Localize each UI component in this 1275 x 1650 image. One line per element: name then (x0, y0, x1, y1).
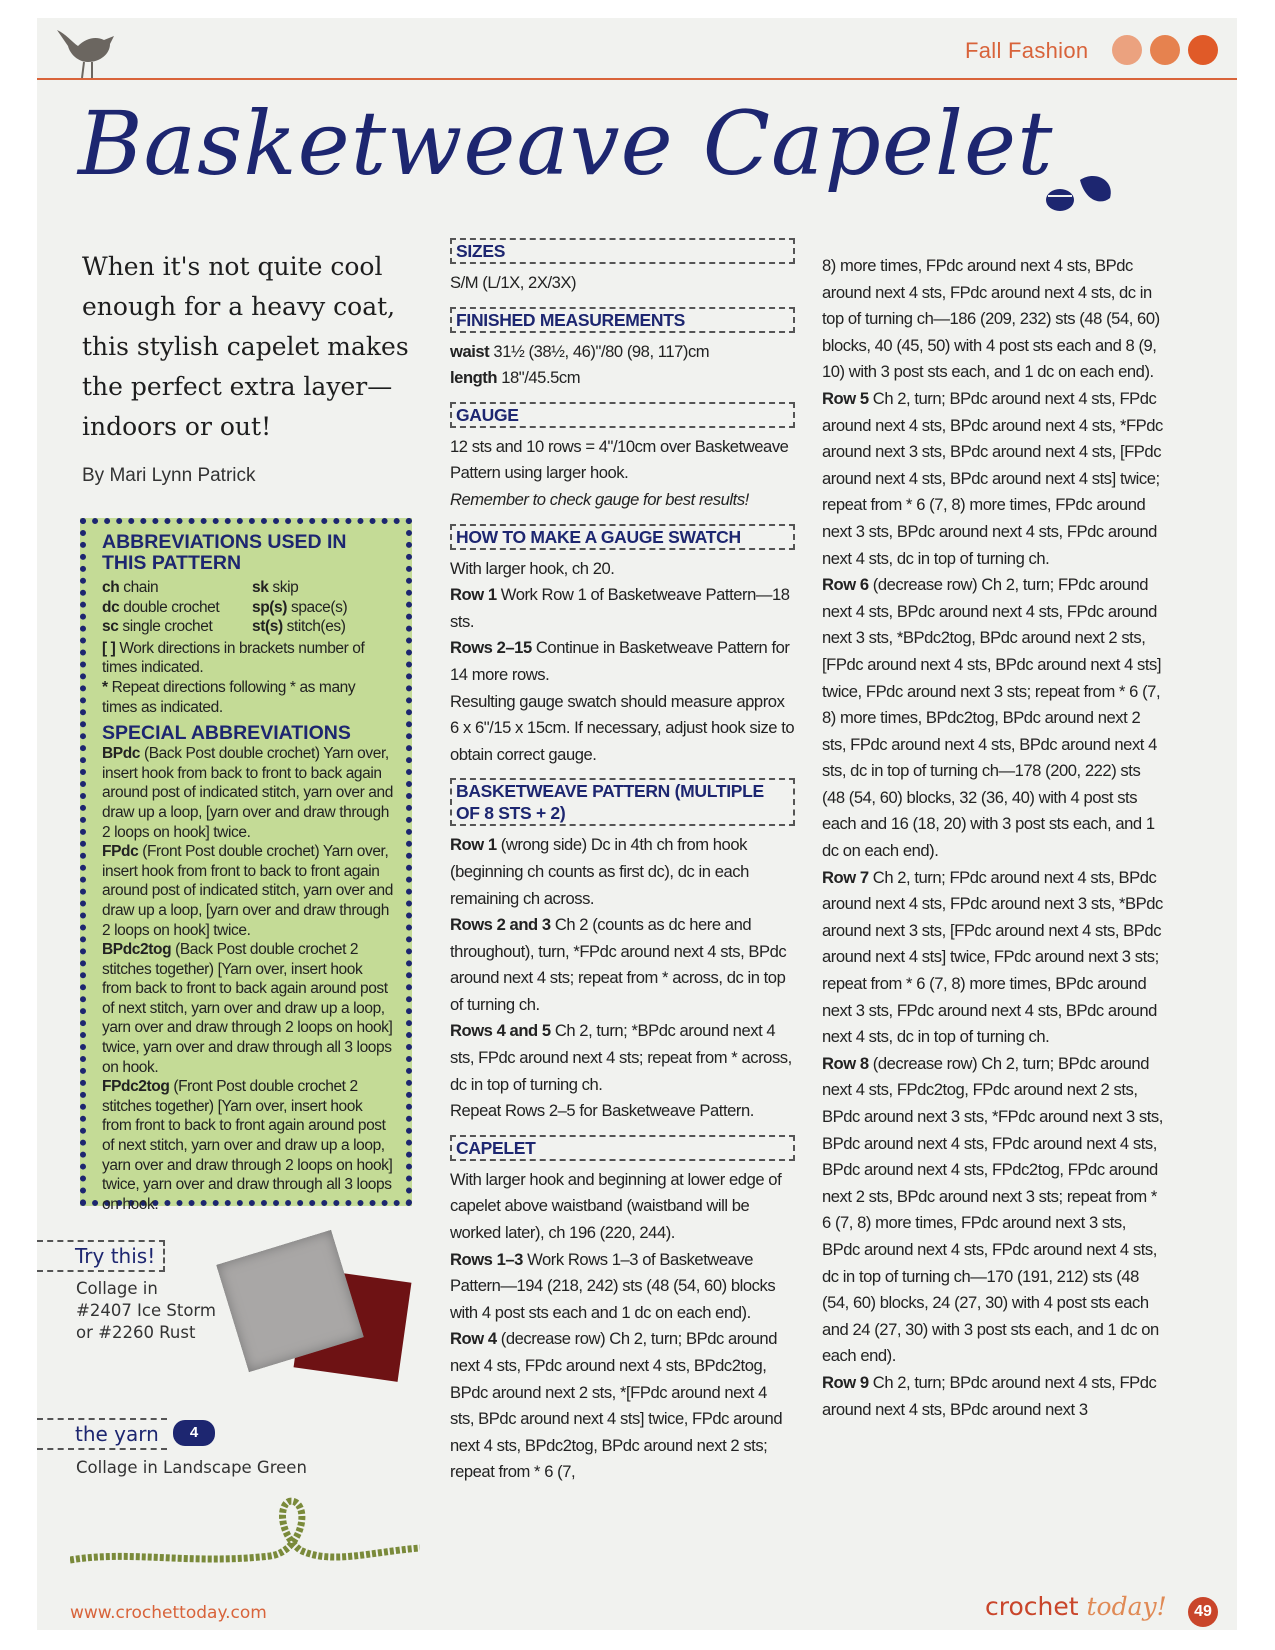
instruction-label: Row 9 (822, 1372, 869, 1392)
instruction-text: (decrease row) Ch 2, turn; BPdc around next 4 sts, FPdc around next 4 sts, BPdc2tog, BPdc around next 2 sts, *[FPdc around next 4 sts, BPdc around next 4 sts] twice, FPdc around next 4 sts, BPdc2tog, BPdc around next 2 sts; repeat from * 6 (7, (450, 1329, 783, 1482)
instruction-text: Ch 2, turn; BPdc around next 4 sts, FPdc around next 4 sts, BPdc around next 4 sts, *FPdc around next 3 sts, BPdc around next 4 sts, [FPdc around next 4 sts, BPdc around next 4 sts] twice; repeat from * 6 (7, 8) more times, FPdc around next 3 sts, BPdc around next 4 sts, FPdc around next 4 sts, dc in top of turning ch. (822, 388, 1163, 568)
abbreviation-term: BPdc2tog (102, 941, 172, 959)
instruction-text: With larger hook, ch 20. (450, 558, 615, 578)
decorative-dot (1188, 35, 1218, 65)
instruction-label: length (450, 368, 498, 388)
abbreviation-definition (102, 639, 394, 678)
page-number: 49 (1188, 1597, 1218, 1627)
abbreviation-meaning: double crochet (123, 598, 220, 616)
pattern-column-right (822, 253, 1167, 1423)
instruction-text: Ch 2 (counts as dc here and throughout), turn, *FPdc around next 4 sts, BPdc around next 4 sts; repeat from * across, dc in top of turning ch. (450, 915, 787, 1014)
abbreviation-definition (102, 678, 394, 717)
abbreviation-term: ch (102, 579, 120, 596)
instruction-paragraph (822, 386, 1167, 572)
abbreviations-box (80, 518, 412, 1213)
instruction-text: Work Row 1 of Basketweave Pattern—18 sts. (450, 585, 790, 631)
try-this-line: Collage in (76, 1279, 158, 1298)
abbreviation-meaning: Work directions in brackets number of times indicated. (102, 639, 365, 677)
instruction-text: Ch 2, turn; *BPdc around next 4 sts, FPdc around next 4 sts; repeat from * across, dc in top of turning ch. (450, 1021, 792, 1094)
acorn-leaf-icon (1040, 170, 1120, 220)
instruction-paragraph (450, 912, 795, 1018)
instruction-paragraph (822, 253, 1167, 386)
abbreviation-meaning: skip (272, 579, 299, 596)
page-title: Basketweave Capelet (78, 92, 1054, 195)
instruction-paragraph (450, 689, 795, 769)
abbreviation-item (102, 598, 252, 618)
instruction-paragraph (450, 1247, 795, 1327)
instruction-paragraph (822, 865, 1167, 1051)
instruction-text: (decrease row) Ch 2, turn; BPdc around next 4 sts, FPdc2tog, FPdc around next 2 sts, BPdc around next 3 sts, *FPdc around next 3 sts, BPdc around next 4 sts, FPdc around next 4 sts, BPdc around next 4 sts, FPdc2tog, FPdc around next 2 sts, BPdc around next 3 sts; repeat from * 6 (7, 8) more times, FPdc around next 3 sts, BPdc around next 4 sts, FPdc around next 4 sts, dc in top of turning ch—170 (191, 212) sts (48 (54, 60) blocks, 24 (27, 30) with 4 post sts each and 24 (27, 30) with 3 post sts each, and 1 dc on each end). (822, 1053, 1163, 1366)
instruction-label: Row 6 (822, 575, 869, 595)
instruction-paragraph (450, 434, 795, 487)
instruction-text: 12 sts and 10 rows = 4"/10cm over Basketweave Pattern using larger hook. (450, 436, 789, 483)
byline: By Mari Lynn Patrick (82, 465, 256, 486)
abbreviation-meaning: (Back Post double crochet) Yarn over, insert hook from back to front to back again around post of indicated stitch, yarn over and draw up a loop, [yarn over and draw through 2 loops on hook] twice. (102, 745, 393, 841)
try-this-line: #2407 Ice Storm (76, 1301, 217, 1320)
instruction-label: Rows 1–3 (450, 1249, 523, 1269)
instruction-label: Row 1 (450, 835, 497, 855)
decorative-dot (1150, 35, 1180, 65)
instruction-text: S/M (L/1X, 2X/3X) (450, 273, 577, 292)
abbreviation-item (252, 617, 394, 637)
abbreviation-term: sk (252, 579, 269, 596)
try-this-text (76, 1278, 216, 1344)
abbreviation-term: st(s) (252, 618, 283, 636)
instruction-text: Remember to check gauge for best results! (450, 489, 749, 509)
footer-brand (985, 1592, 1167, 1621)
instruction-text: 31½ (38½, 46)"/80 (98, 117)cm (489, 341, 710, 361)
abbreviation-item (252, 578, 394, 598)
section-heading: GAUGE (450, 402, 795, 428)
abbreviation-meaning: (Front Post double crochet 2 stitches together) [Yarn over, insert hook from front to back to front again around post of next stitch, yarn over and draw up a loop, yarn over and draw through 2 loops on hook] twice, yarn over and draw through all 3 loops on hook. (102, 1078, 393, 1213)
instruction-paragraph (822, 1051, 1167, 1370)
abbreviation-term: sp(s) (252, 598, 288, 616)
abbreviations-heading: ABBREVIATIONS USED IN THIS PATTERN (102, 531, 347, 574)
abbreviation-definition (102, 940, 394, 1077)
yarn-text: Collage in Landscape Green (76, 1458, 307, 1477)
instruction-label: Rows 4 and 5 (450, 1021, 551, 1041)
abbreviation-meaning: chain (123, 579, 159, 596)
section-heading: FINISHED MEASUREMENTS (450, 307, 795, 333)
section-heading: HOW TO MAKE A GAUGE SWATCH (450, 524, 795, 550)
abbreviation-definition (102, 744, 394, 842)
brand-today: today! (1086, 1592, 1167, 1621)
bird-icon (52, 20, 127, 82)
pattern-column-middle (450, 238, 795, 1486)
the-yarn-heading: the yarn (37, 1418, 167, 1450)
instruction-label: Row 1 (450, 585, 497, 605)
abbreviation-item (102, 578, 252, 598)
abbreviation-meaning: space(s) (290, 598, 348, 616)
instruction-label: Rows 2–15 (450, 638, 532, 658)
footer-url: www.crochettoday.com (70, 1603, 267, 1623)
instruction-paragraph (822, 572, 1167, 865)
abbreviation-meaning: stitch(es) (286, 618, 346, 636)
abbreviation-term: * (102, 678, 108, 696)
instruction-paragraph (450, 635, 795, 688)
abbreviation-meaning: Repeat directions following * as many times as indicated. (102, 678, 356, 716)
instruction-text: Repeat Rows 2–5 for Basketweave Pattern. (450, 1101, 754, 1121)
instruction-text: 8) more times, FPdc around next 4 sts, BPdc around next 4 sts, FPdc around next 4 sts, dc in top of turning ch—186 (209, 232) sts (48 (54, 60) blocks, 40 (45, 50) with 4 post sts each and 8 (9, 10) with 3 post sts each, and 1 dc on each end). (822, 256, 1160, 382)
instruction-label: waist (450, 341, 490, 361)
instruction-text: Ch 2, turn; BPdc around next 4 sts, FPdc around next 4 sts, BPdc around next 3 (822, 1372, 1157, 1419)
instruction-paragraph (450, 556, 795, 583)
section-heading: CAPELET (450, 1135, 795, 1161)
abbreviation-term: sc (102, 618, 119, 636)
instruction-text: With larger hook and beginning at lower edge of capelet above waistband (waistband will be worked later), ch 196 (220, 244). (450, 1169, 782, 1243)
special-abbreviations-list (102, 744, 394, 1214)
instruction-text: Ch 2, turn; FPdc around next 4 sts, BPdc around next 4 sts, FPdc around next 3 sts, *BPdc around next 3 sts, [FPdc around next 4 sts, BPdc around next 4 sts] twice, FPdc around next 3 sts; repeat from * 6 (7, 8) more times, BPdc around next 3 sts, FPdc around next 4 sts, BPdc around next 4 sts, dc in top of turning ch. (822, 867, 1163, 1047)
brand-crochet: crochet (985, 1592, 1079, 1621)
instruction-text: Resulting gauge swatch should measure approx 6 x 6"/15 x 15cm. If necessary, adjust hook size to obtain correct gauge. (450, 691, 795, 764)
abbreviation-meaning: (Back Post double crochet 2 stitches together) [Yarn over, insert hook from back to front to back again around post of next stitch, yarn over and draw up a loop, yarn over and draw through 2 loops on hook] twice, yarn over and draw through all 3 loops on hook. (102, 941, 393, 1076)
instruction-text: (decrease row) Ch 2, turn; FPdc around next 4 sts, BPdc around next 4 sts, FPdc around next 3 sts, *BPdc2tog, BPdc around next 2 sts, [FPdc around next 4 sts, BPdc around next 4 sts] twice, FPdc around next 3 sts; repeat from * 6 (7, 8) more times, BPdc2tog, BPdc around next 2 sts, FPdc around next 4 sts, BPdc around next 4 sts, dc in top of turning ch—178 (200, 222) sts (48 (54, 60) blocks, 32 (36, 40) with 4 post sts each and 16 (18, 20) with 3 post sts each, and 1 dc on each end). (822, 575, 1162, 861)
section-heading: SIZES (450, 238, 795, 264)
instruction-paragraph (450, 270, 795, 297)
yarn-strand-image (70, 1490, 420, 1580)
instruction-text: Continue in Basketweave Pattern for 14 more rows. (450, 638, 790, 684)
abbreviation-meaning: (Front Post double crochet) Yarn over, insert hook from front to back to front again around post of indicated stitch, yarn over and draw up a loop, [yarn over and draw through 2 loops on hook] twice. (102, 843, 393, 939)
decorative-dot (1112, 35, 1142, 65)
instruction-label: Row 8 (822, 1053, 869, 1073)
instruction-paragraph (450, 1098, 795, 1125)
gauge-reminder (450, 487, 795, 514)
instruction-text: 18"/45.5cm (497, 368, 581, 388)
instruction-label: Rows 2 and 3 (450, 915, 551, 935)
abbreviation-term: BPdc (102, 745, 141, 763)
instruction-paragraph (450, 582, 795, 635)
abbreviations-notes (102, 639, 394, 717)
abbreviation-term: FPdc2tog (102, 1078, 170, 1096)
instruction-label: Row 7 (822, 867, 869, 887)
instruction-text: Work Rows 1–3 of Basketweave Pattern—194 (218, 242) sts (48 (54, 60) blocks with 4 post sts each and 1 dc on each end). (450, 1249, 776, 1322)
instruction-paragraph (822, 1370, 1167, 1423)
special-abbreviations-heading: SPECIAL ABBREVIATIONS (102, 722, 351, 745)
instruction-paragraph (450, 832, 795, 912)
try-this-heading: Try this! (37, 1240, 165, 1272)
abbreviation-term: FPdc (102, 843, 139, 861)
section-heading: BASKETWEAVE PATTERN (MULTIPLE OF 8 STS + 2) (450, 778, 795, 826)
instruction-paragraph (450, 365, 795, 392)
instruction-paragraph (450, 339, 795, 366)
section-label: Fall Fashion (965, 38, 1089, 63)
abbreviation-definition (102, 1077, 394, 1214)
abbreviations-list (102, 578, 394, 637)
abbreviation-definition (102, 842, 394, 940)
abbreviation-meaning: single crochet (122, 618, 213, 636)
abbreviation-item (252, 598, 394, 618)
yarn-weight-badge: 4 (173, 1420, 215, 1446)
instruction-paragraph (450, 1326, 795, 1486)
instruction-label: Row 5 (822, 388, 869, 408)
instruction-text: (wrong side) Dc in 4th ch from hook (beginning ch counts as first dc), dc in each remaining ch across. (450, 835, 749, 908)
abbreviation-term: dc (102, 598, 120, 616)
instruction-paragraph (450, 1018, 795, 1098)
abbreviation-term: [ ] (102, 639, 116, 657)
intro-text: When it's not quite cool enough for a heavy coat, this stylish capelet makes the perfect extra layer—indoors or out! (82, 252, 409, 441)
try-this-line: or #2260 Rust (76, 1323, 196, 1342)
abbreviation-item (102, 617, 252, 637)
instruction-label: Row 4 (450, 1329, 497, 1349)
instruction-paragraph (450, 1167, 795, 1247)
header-rule (37, 78, 1237, 80)
